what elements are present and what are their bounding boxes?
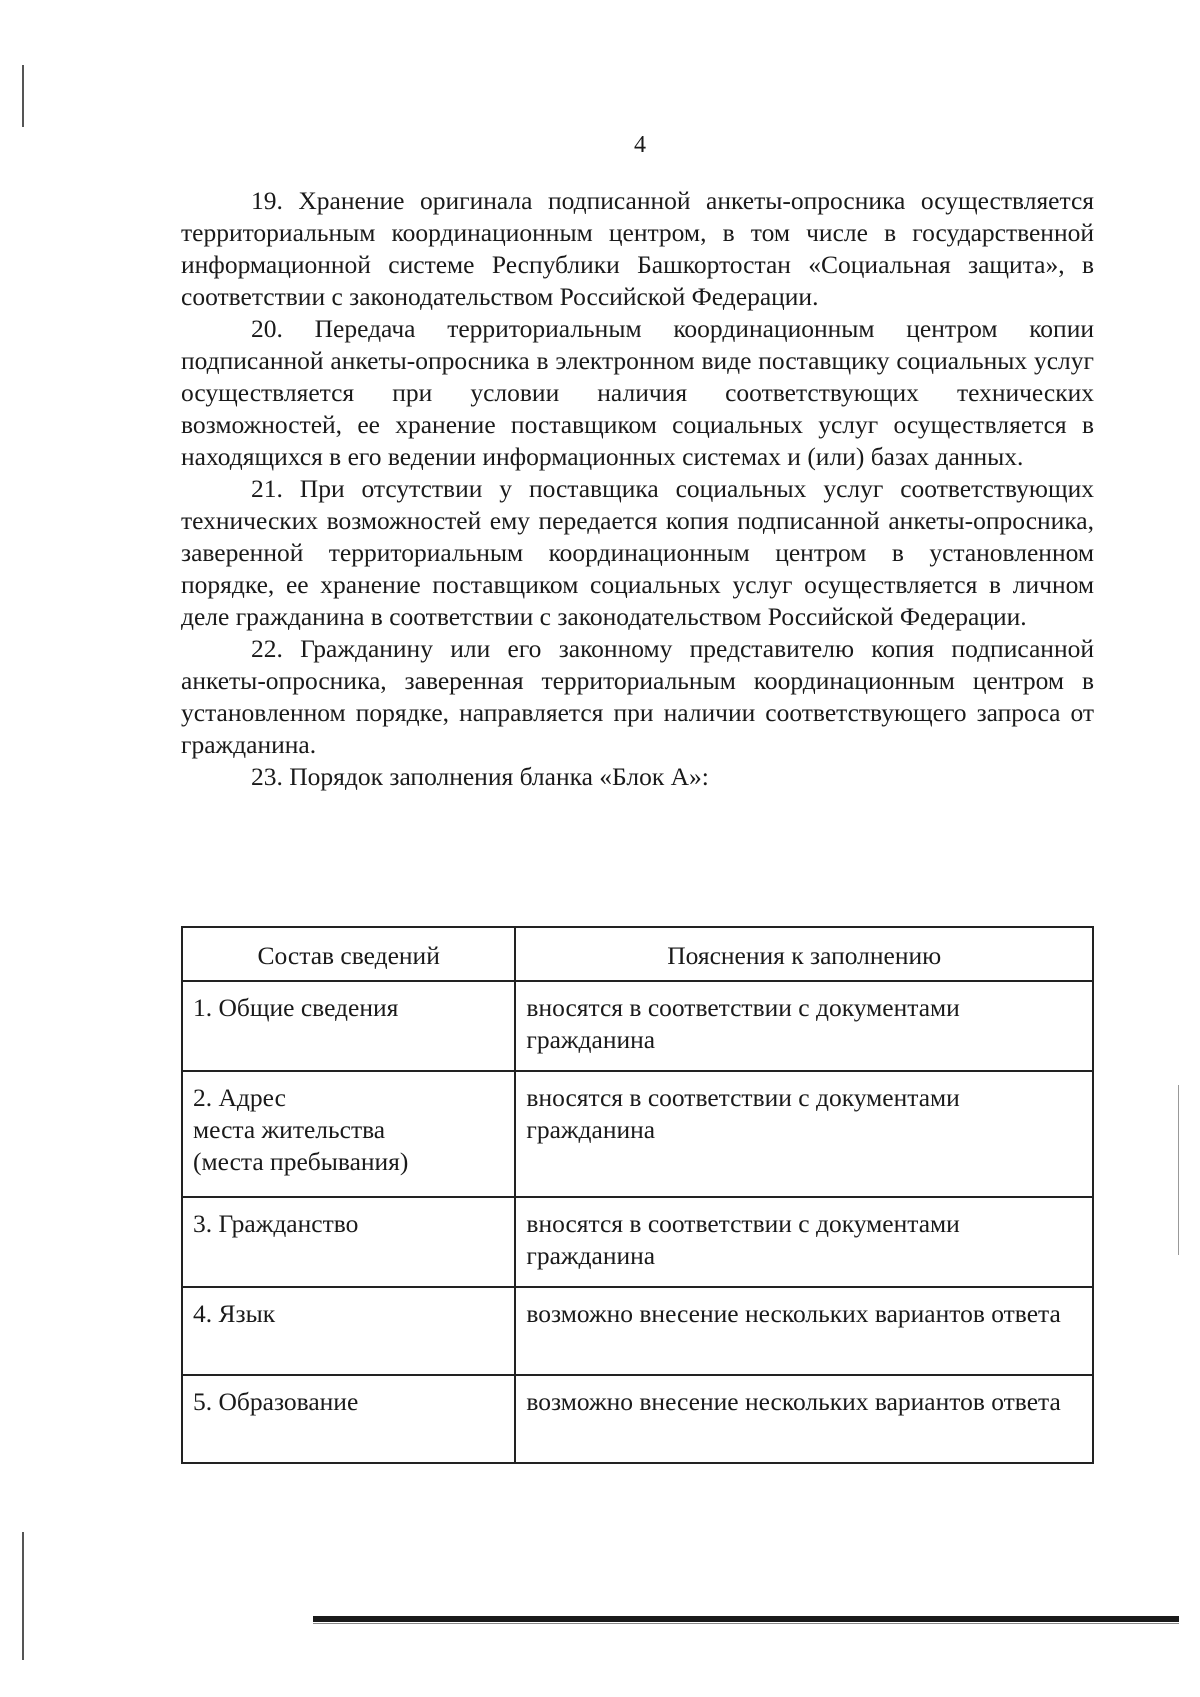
- paragraph-23: 23. Порядок заполнения бланка «Блок А»:: [251, 762, 709, 791]
- block-a-table: [181, 926, 1094, 1464]
- field-cell: [182, 1071, 515, 1197]
- paragraph-21: 21. При отсутствии у поставщика социальных услуг соответствующих технических возможностей ему передается копия подписанной анкеты-опросника, заверенной территориальным координационным центром в установленном порядке, ее хранение поставщиком социальных услуг осуществляется в личном деле гражданина в соответствии с законодательством Российской Федерации.: [181, 474, 1094, 631]
- document-body: [181, 185, 1094, 793]
- note-cell: вносятся в соответствии с документами гражданина: [515, 1197, 1093, 1287]
- block-a-table-container: [181, 926, 1094, 1464]
- page-number: 4: [634, 132, 646, 158]
- scan-bottom-line: [313, 1623, 1179, 1624]
- paragraph-20: 20. Передача территориальным координационным центром копии подписанной анкеты-опросника в электронном виде поставщику социальных услуг осуществляется при условии наличия соответствующих технических возможностей, ее хранение поставщиком социальных услуг осуществляется в находящихся в его ведении информационных системах и (или) базах данных.: [181, 314, 1094, 471]
- field-label: 4. Язык: [193, 1299, 276, 1328]
- header-explanations: Пояснения к заполнению: [515, 927, 1093, 981]
- field-cell: [182, 1375, 515, 1463]
- table-row: [182, 1375, 1093, 1463]
- table-row: [182, 1197, 1093, 1287]
- field-label: 5. Образование: [193, 1387, 359, 1416]
- table-row: [182, 1287, 1093, 1375]
- scan-edge-mark-right: [1178, 1085, 1179, 1255]
- table-row: [182, 981, 1093, 1071]
- note-cell: вносятся в соответствии с документами гражданина: [515, 1071, 1093, 1197]
- note-cell: вносятся в соответствии с документами гражданина: [515, 981, 1093, 1071]
- header-composition: Состав сведений: [182, 927, 515, 981]
- field-cell: [182, 1287, 515, 1375]
- field-label: 2. Адрес: [193, 1083, 286, 1112]
- scan-edge-mark-bottom-left: [22, 1532, 24, 1660]
- field-label: 1. Общие сведения: [193, 993, 399, 1022]
- field-label: 3. Гражданство: [193, 1209, 359, 1238]
- table-header-row: [182, 927, 1093, 981]
- field-label-line: (места пребывания): [193, 1147, 409, 1176]
- paragraph-22: 22. Гражданину или его законному представителю копия подписанной анкеты-опросника, заверенная территориальным координационным центром в установленном порядке, направляется при наличии соответствующего запроса от гражданина.: [181, 634, 1094, 759]
- paragraph-19: 19. Хранение оригинала подписанной анкеты-опросника осуществляется территориальным координационным центром, в том числе в государственной информационной системе Республики Башкортостан «Социальная защита», в соответствии с законодательством Российской Федерации.: [181, 186, 1094, 311]
- note-cell: возможно внесение нескольких вариантов ответа: [515, 1287, 1093, 1375]
- scan-bottom-bar: [313, 1616, 1179, 1622]
- note-cell: возможно внесение нескольких вариантов ответа: [515, 1375, 1093, 1463]
- scan-edge-mark-top-left: [22, 65, 24, 127]
- field-cell: [182, 981, 515, 1071]
- field-label-line: места жительства: [193, 1115, 386, 1144]
- table-row: [182, 1071, 1093, 1197]
- field-cell: [182, 1197, 515, 1287]
